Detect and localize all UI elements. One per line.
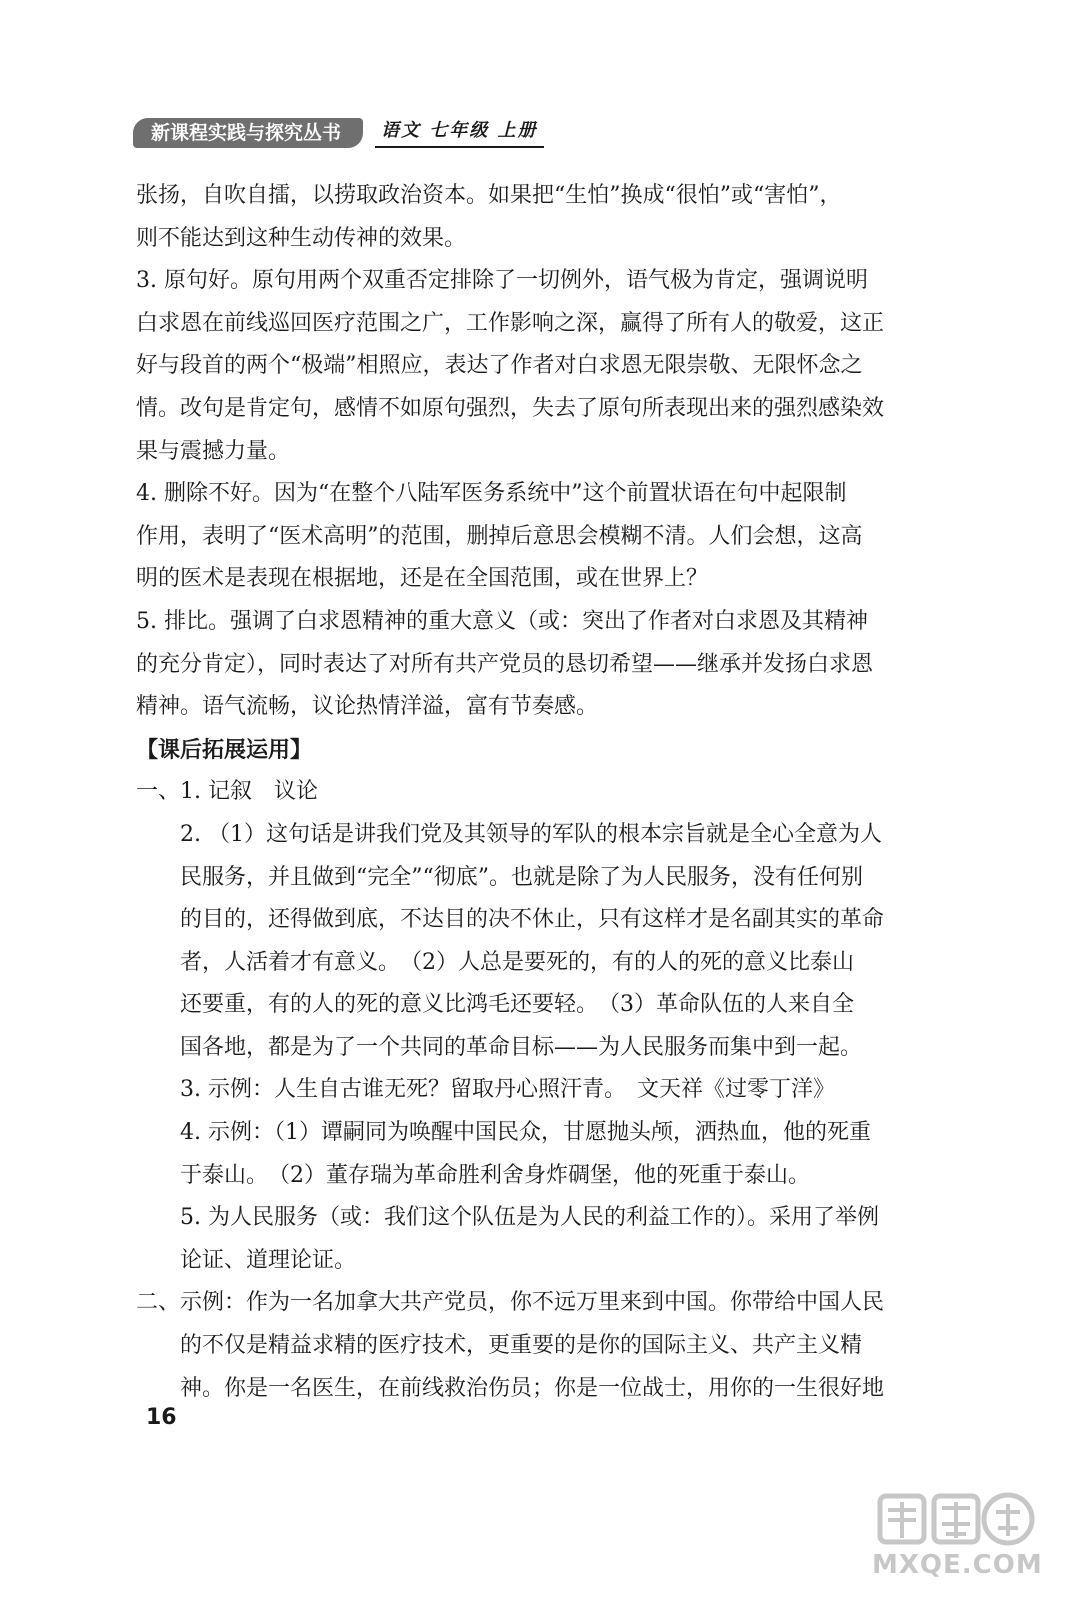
text-line: 好与段首的两个“极端”相照应，表达了作者对白求恩无限崇敬、无限怀念之 [136,353,863,379]
series-title-badge: 新课程实践与探究丛书 [133,118,363,148]
text-line: 论证、道理论证。 [180,1247,357,1273]
text-line: 张扬，自吹自擂，以捞取政治资本。如果把“生怕”换成“很怕”或“害怕”， [136,183,842,208]
text-line: 者，人活着才有意义。 （2）人总是要死的，有的人的死的意义比泰山 [180,949,854,975]
text-line: 果与震撼力量。 [136,438,291,464]
page-number: 16 [146,1405,177,1430]
text-line: 的目的，还得做到底，不达目的决不休止，只有这样才是名副其实的革命 [180,907,885,933]
text-line: 5. 排比。强调了白求恩精神的重大意义（或：突出了作者对白求恩及其精神 [136,608,868,634]
text-line: 5. 为人民服务（或：我们这个队伍是为人民的利益工作的）。采用了举例 [180,1205,879,1231]
text-line: 白求恩在前线巡回医疗范围之广，工作影响之深，赢得了所有人的敬爱，这正 [136,310,885,336]
text-line: 情。改句是肯定句，感情不如原句强烈，失去了原句所表现出来的强烈感染效 [136,395,885,421]
text-line: 神。你是一名医生，在前线救治伤员；你是一位战士，用你的一生很好地 [180,1375,885,1401]
text-line: 的不仅是精益求精的医疗技术，更重要的是你的国际主义、共产主义精 [180,1333,863,1359]
subject-grade-label: 语文 七年级 上册 [375,118,544,148]
text-line: 精神。语气流畅，议论热情洋溢，富有节奏感。 [136,694,599,720]
text-line: 二、示例：作为一名加拿大共产党员，你不远万里来到中国。你带给中国人民 [136,1290,885,1316]
text-line: 3. 示例：人生自古谁无死？留取丹心照汗青。 文天祥《过零丁洋》 [180,1077,835,1103]
text-line: 4. 示例：（1）谭嗣同为唤醒中国民众，甘愿抛头颅，洒热血，他的死重 [180,1120,871,1146]
text-line: 明的医术是表现在根据地，还是在全国范围，或在世界上？ [136,566,709,592]
text-line: 4. 删除不好。因为“在整个八陆军医务系统中”这个前置状语在句中起限制 [136,481,847,507]
watermark [868,1488,1048,1588]
answer-text-body [136,175,948,1410]
page-header [133,118,544,148]
watermark-text: MXQE.COM [872,1550,1043,1580]
text-line: 则不能达到这种生动传神的效果。 [136,225,467,251]
text-line: 2. （1）这句话是讲我们党及其领导的军队的根本宗旨就是全心全意为人 [180,821,882,847]
section-heading: 【课后拓展运用】 [136,736,313,763]
watermark-logo-icon [876,1488,1036,1550]
text-line: 民服务，并且做到“完全”“彻底”。也就是除了为人民服务，没有任何别 [180,864,863,890]
text-line: 的充分肯定），同时表达了对所有共产党员的恳切希望——继承并发扬白求恩 [136,651,874,677]
text-line: 一、1. 记叙 议论 [136,779,318,805]
text-line: 国各地，都是为了一个共同的革命目标——为人民服务而集中到一起。 [180,1034,863,1060]
text-line: 还要重，有的人的死的意义比鸿毛还要轻。 （3）革命队伍的人来自全 [180,992,854,1018]
text-line: 于泰山。 （2）董存瑞为革命胜利舍身炸碉堡，他的死重于泰山。 [180,1162,810,1188]
text-line: 3. 原句好。原句用两个双重否定排除了一切例外，语气极为肯定，强调说明 [136,268,868,294]
text-line: 作用，表明了“医术高明”的范围，删掉后意思会模糊不清。人们会想，这高 [136,523,863,549]
